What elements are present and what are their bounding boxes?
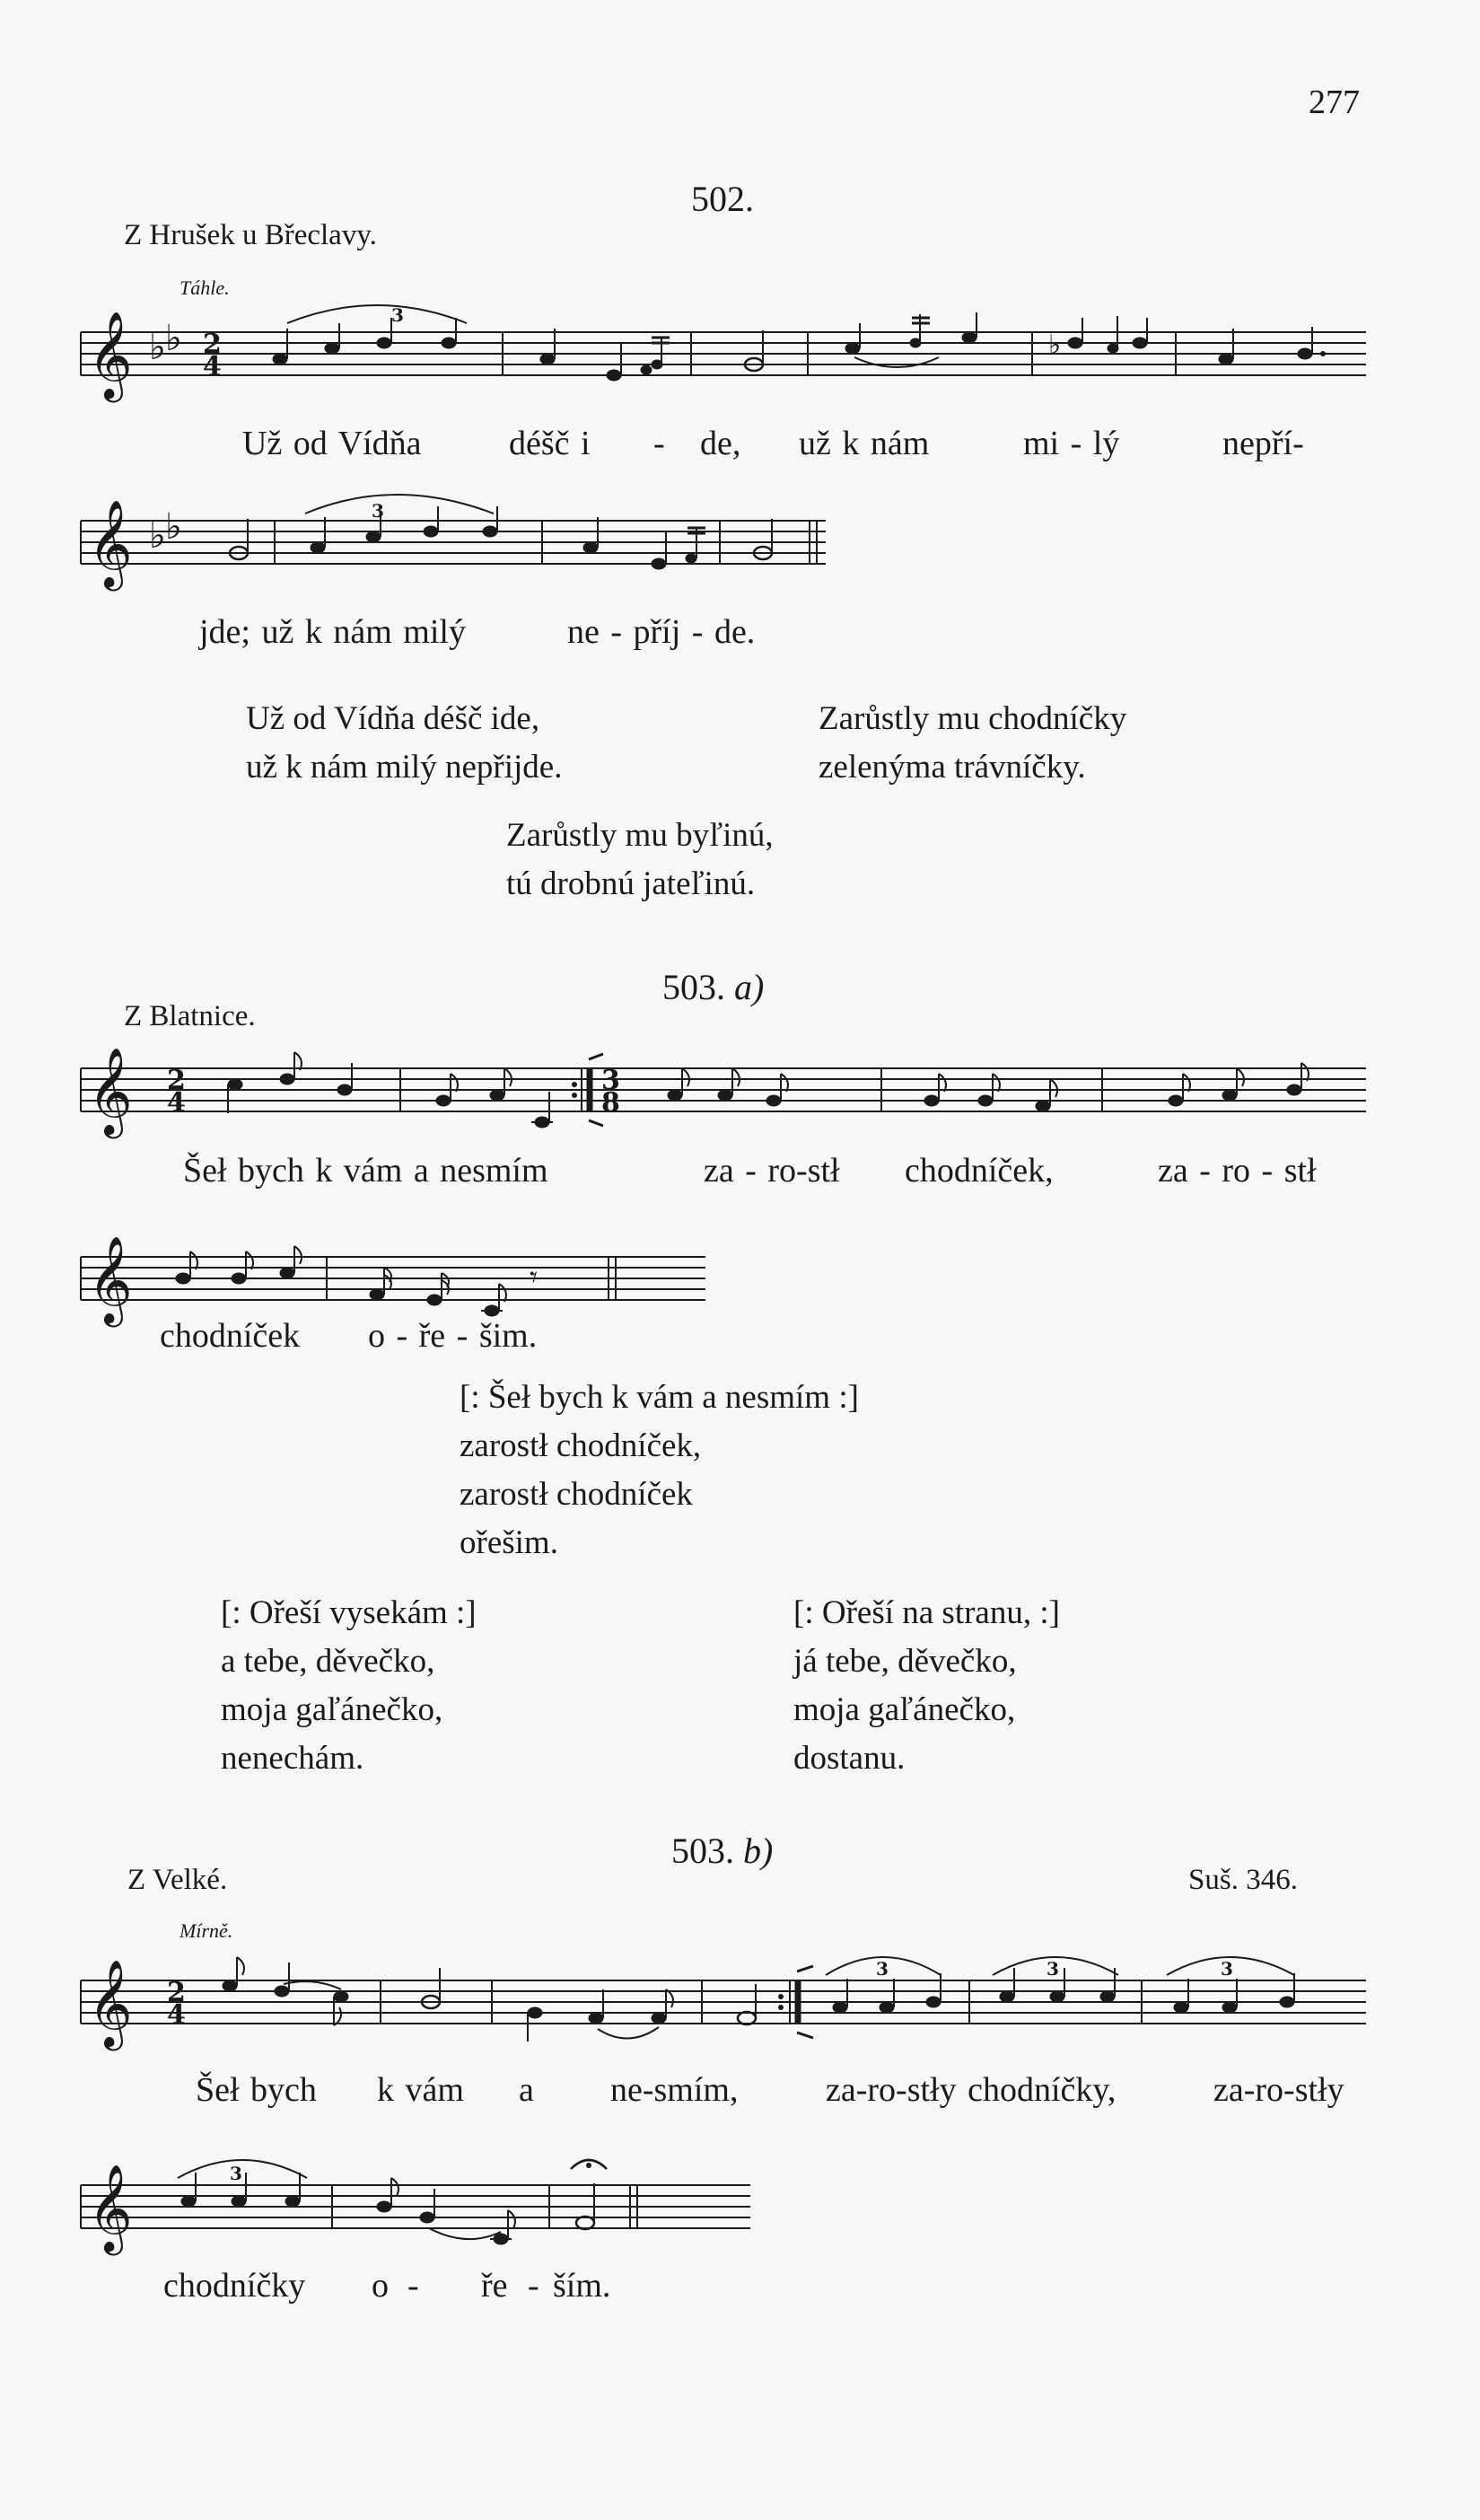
song-503b-lyric: a (519, 2071, 534, 2109)
svg-text:3: 3 (1221, 1958, 1233, 1980)
song-503b-lyric: ře (481, 2267, 508, 2305)
song-503a-origin: Z Blatnice. (124, 1000, 256, 1032)
song-503b-lyric: Šeł bych (196, 2071, 317, 2109)
flat-icon: ♭ (149, 515, 166, 557)
song-503b-staff-1 (72, 1930, 1382, 2083)
flat-icon: ♭ (165, 506, 182, 548)
treble-clef-icon: 𝄞 (88, 1235, 133, 1323)
song-502-staff-1 (72, 287, 1382, 431)
song-502-lyric: nepří- (1222, 425, 1304, 462)
song-503a-lyric: o - ře - šim. (368, 1317, 538, 1355)
svg-text:𝄾: 𝄾 (530, 1260, 539, 1295)
page-number: 277 (1309, 83, 1360, 121)
svg-text:2: 2 (167, 1977, 186, 2008)
song-503b-origin: Z Velké. (127, 1864, 228, 1896)
song-502-verse: Už od Vídňa déšč ide, už k nám milý nepřijde. (246, 700, 563, 786)
svg-text:4: 4 (167, 1999, 186, 2031)
song-502-lyric: jde; už k nám milý (199, 613, 466, 651)
song-502-origin: Z Hrušek u Břeclavy. (124, 219, 377, 251)
treble-clef-icon: 𝄞 (88, 1959, 133, 2047)
song-502-verse: Zarůstly mu chodníčky zelenýma trávníčky. (819, 700, 1127, 786)
treble-clef-icon: 𝄞 (88, 1047, 133, 1135)
treble-clef-icon: 𝄞 (88, 2164, 133, 2252)
svg-text:8: 8 (601, 1087, 620, 1119)
song-502-lyric: už k nám (799, 425, 930, 462)
song-503a-lyric: za - ro-stł (704, 1152, 840, 1190)
song-502-lyric: de, (700, 425, 741, 462)
song-503b-lyric: - (407, 2267, 419, 2305)
song-number-502: 502. (691, 179, 754, 219)
song-503a-lyric: chodníček, (905, 1152, 1054, 1190)
svg-text:4: 4 (167, 1087, 186, 1119)
song-503a-lyric: za - ro - stł (1158, 1152, 1317, 1190)
flat-icon: ♭ (149, 327, 166, 368)
svg-text:3: 3 (601, 1065, 620, 1096)
treble-clef-icon: 𝄞 (88, 311, 133, 399)
song-number-503b: 503. b) (671, 1831, 774, 1871)
song-503a-lyric: chodníček (160, 1317, 301, 1355)
flat-icon: ♭ (165, 318, 182, 359)
song-503b-tempo: Mírně. (180, 1919, 233, 1942)
svg-text:2: 2 (167, 1065, 186, 1096)
song-502-lyric: - (653, 425, 665, 462)
song-503b-lyric: chodníčky (163, 2267, 306, 2305)
song-503b-lyric: ším. (553, 2267, 611, 2305)
song-502-lyric: déšč i (509, 425, 591, 462)
song-503b-lyric: za-ro-stły chodníčky, (826, 2071, 1117, 2109)
song-503b-lyric: o (372, 2267, 389, 2305)
song-503b-lyric: za-ro-stły (1213, 2071, 1344, 2109)
treble-clef-icon: 𝄞 (88, 499, 133, 587)
song-503b-staff-2 (72, 2131, 772, 2284)
song-502-lyric: mi - lý (1023, 425, 1120, 462)
svg-text:3: 3 (372, 500, 384, 522)
song-502-verse: Zarůstly mu byľinú, tú drobnú jateľinú. (506, 817, 774, 902)
song-502-lyric: Už od Vídňa (242, 425, 422, 462)
song-503a-lyric: Šeł bych k vám a nesmím (183, 1152, 548, 1190)
song-502-lyric: ne - příj - de. (567, 613, 756, 651)
svg-text:3: 3 (1047, 1958, 1059, 1980)
song-503b-lyric: k vám (377, 2071, 464, 2109)
song-503b-lyric: ne-smím, (610, 2071, 739, 2109)
song-503a-verse: [: Šeł bych k vám a nesmím :] zarostł chodníček, zarostł chodníček ořešim. (460, 1379, 859, 1561)
svg-text:4: 4 (203, 351, 222, 382)
song-number-503a: 503. a) (662, 967, 765, 1007)
song-502-tempo: Táhle. (180, 277, 230, 299)
song-503b-lyric: - (528, 2267, 539, 2305)
song-502-staff-2 (72, 476, 880, 619)
svg-text:3: 3 (391, 304, 404, 326)
svg-text:3: 3 (876, 1958, 889, 1980)
song-503a-verse: [: Ořeší na stranu, :] já tebe, děvečko, moja gaľánečko, dostanu. (793, 1594, 1060, 1777)
svg-text:♭: ♭ (1048, 329, 1062, 361)
song-503a-verse: [: Ořeší vysekám :] a tebe, děvečko, moja gaľánečko, nenechám. (221, 1594, 477, 1777)
svg-text:3: 3 (230, 2163, 242, 2184)
song-503b-reference: Suš. 346. (1188, 1864, 1298, 1896)
svg-text:2: 2 (203, 329, 222, 360)
